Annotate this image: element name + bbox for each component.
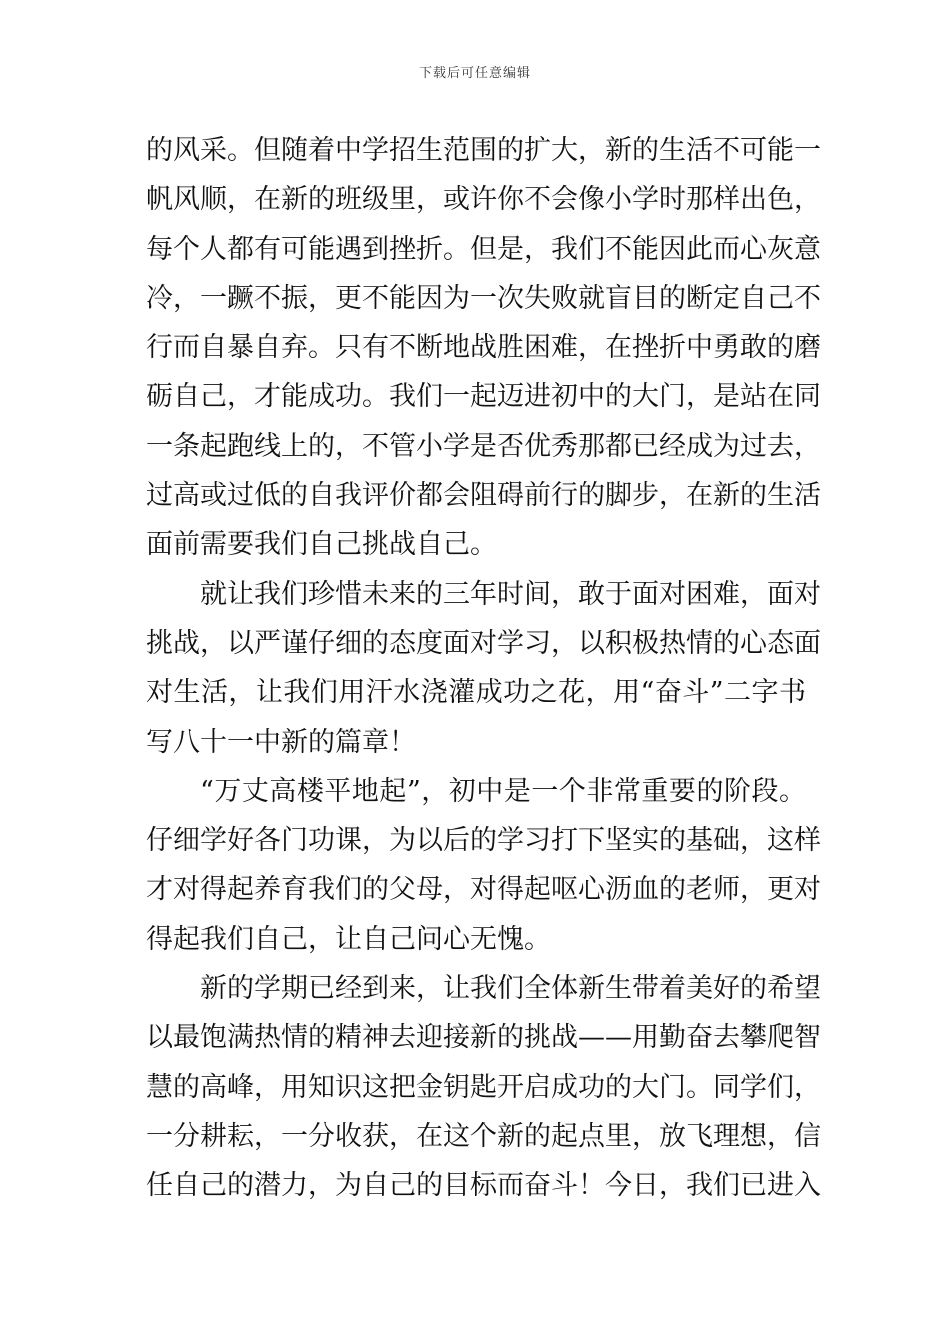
page-header-note: 下载后可任意编辑 — [418, 66, 531, 81]
text-line: 面前需要我们自己挑战自己。 — [146, 529, 497, 561]
text-line: 新的学期已经到来，让我们全体新生带着美好的希望 — [200, 973, 821, 1005]
text-line: 一条起跑线上的，不管小学是否优秀那都已经成为过去， — [146, 430, 821, 462]
text-line: 对生活，让我们用汗水浇灌成功之花，用“奋斗”二字书 — [146, 677, 806, 709]
document-body — [146, 126, 821, 1211]
text-line: 写八十一中新的篇章！ — [146, 726, 416, 758]
text-line: 砺自己，才能成功。我们一起迈进初中的大门，是站在同 — [146, 381, 821, 413]
text-line: 每个人都有可能遇到挫折。但是，我们不能因此而心灰意 — [146, 233, 821, 265]
text-line: 就让我们珍惜未来的三年时间，敢于面对困难，面对 — [200, 578, 821, 610]
text-line: 挑战，以严谨仔细的态度面对学习，以积极热情的心态面 — [146, 627, 821, 659]
text-line: 的风采。但随着中学招生范围的扩大，新的生活不可能一 — [146, 135, 821, 166]
text-line: 慧的高峰，用知识这把金钥匙开启成功的大门。同学们， — [146, 1071, 821, 1103]
text-line: 仔细学好各门功课，为以后的学习打下坚实的基础，这样 — [146, 825, 821, 857]
text-line: 帆风顺，在新的班级里，或许你不会像小学时那样出色， — [146, 184, 821, 216]
text-line: “万丈高楼平地起”，初中是一个非常重要的阶段。 — [200, 775, 806, 807]
text-line: 得起我们自己，让自己问心无愧。 — [146, 923, 551, 955]
text-line: 以最饱满热情的精神去迎接新的挑战——用勤奋去攀爬智 — [146, 1022, 821, 1054]
text-line: 才对得起养育我们的父母，对得起呕心沥血的老师，更对 — [146, 874, 821, 906]
text-line: 行而自暴自弃。只有不断地战胜困难，在挫折中勇敢的磨 — [146, 332, 821, 364]
text-line: 冷，一蹶不振，更不能因为一次失败就盲目的断定自己不 — [146, 282, 821, 314]
text-line: 一分耕耘，一分收获，在这个新的起点里，放飞理想，信 — [146, 1120, 821, 1152]
text-line: 任自己的潜力，为自己的目标而奋斗！今日，我们已进入 — [146, 1170, 821, 1202]
text-line: 过高或过低的自我评价都会阻碍前行的脚步，在新的生活 — [146, 480, 821, 512]
